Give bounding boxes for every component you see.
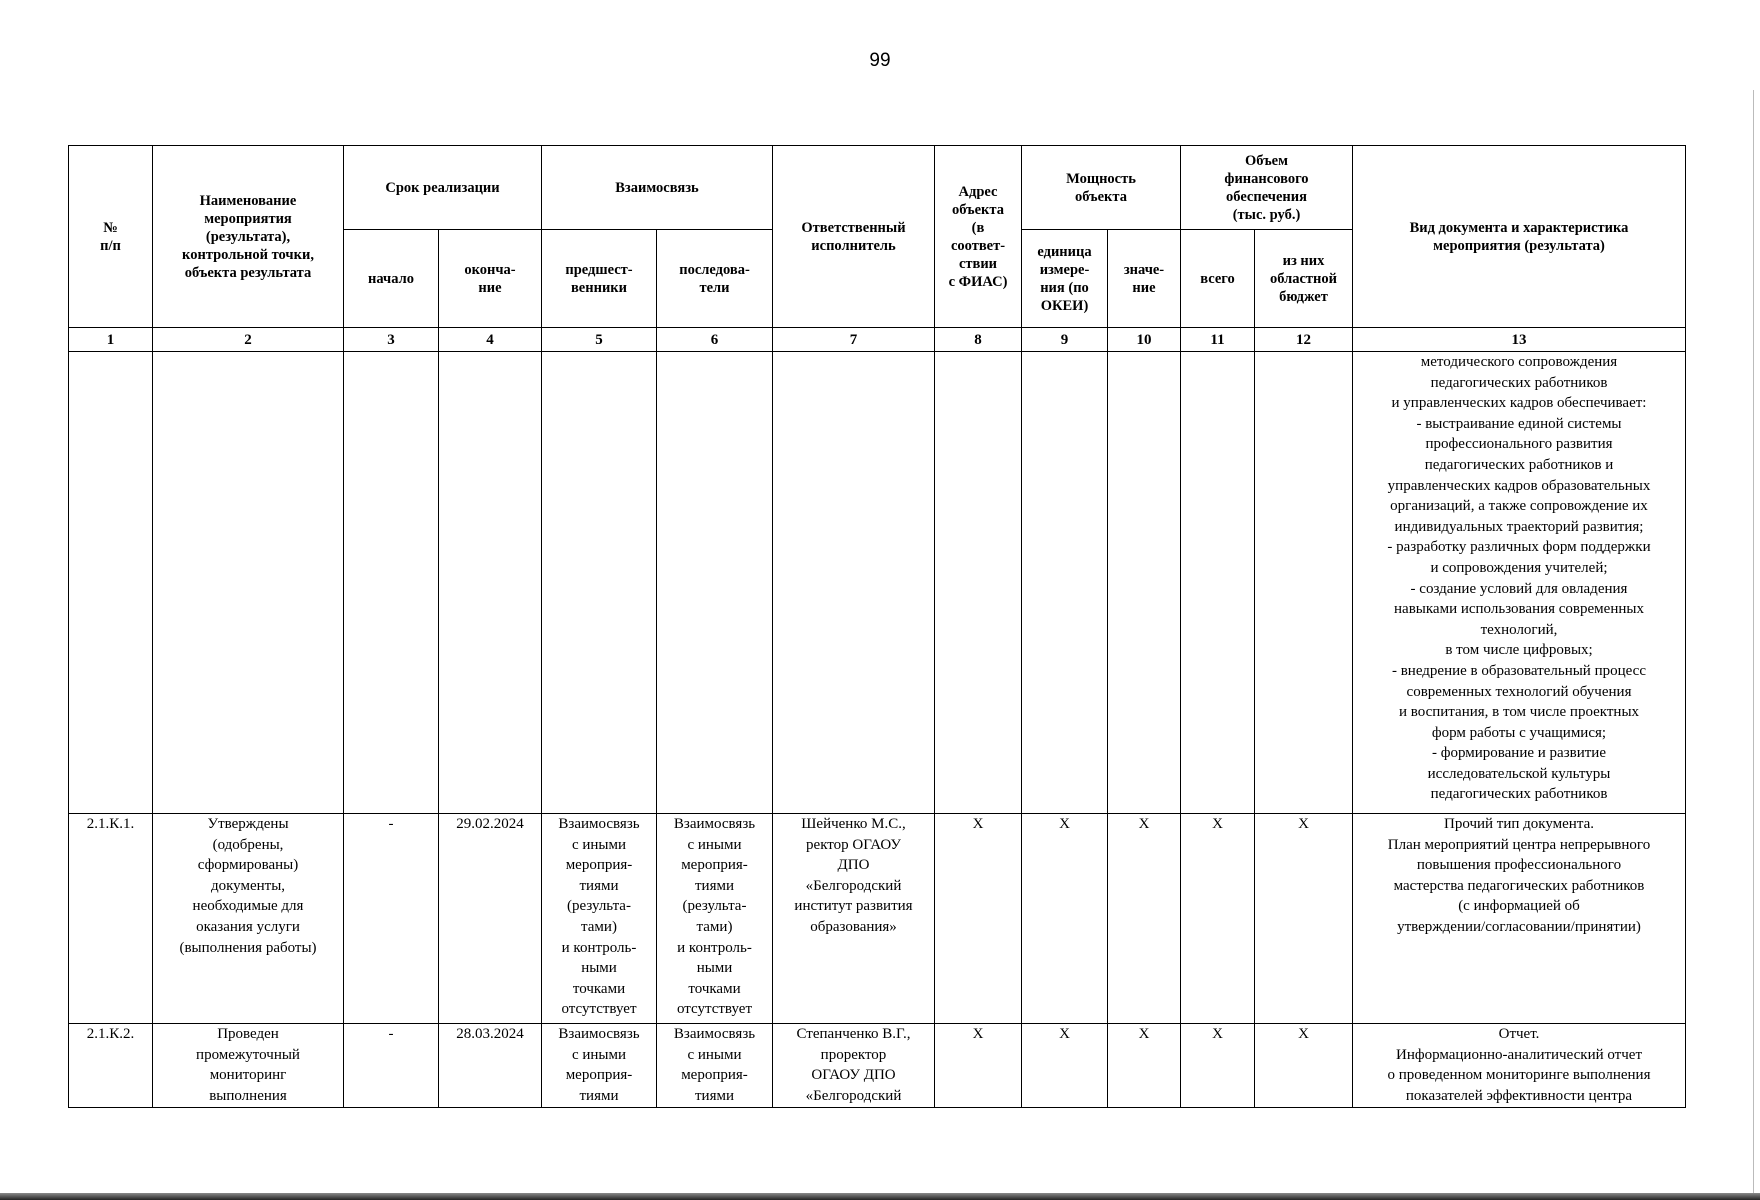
- row-regional: X: [1255, 814, 1353, 1024]
- empty-cell: [1022, 352, 1108, 814]
- activities-table: [68, 145, 1686, 1108]
- col-number: 10: [1108, 328, 1181, 352]
- continuation-row: [69, 352, 1686, 814]
- col-number: 8: [935, 328, 1022, 352]
- row-name: Утверждены (одобрены, сформированы) документы, необходимые для оказания услуги (выполнения работы): [153, 814, 344, 1024]
- header-name: Наименование мероприятия (результата), контрольной точки, объекта результата: [153, 146, 344, 328]
- header-group-srok: Срок реализации: [344, 146, 542, 230]
- row-value: X: [1108, 814, 1181, 1024]
- table-row: [69, 814, 1686, 1024]
- row-name: Проведен промежуточный мониторинг выполнения: [153, 1024, 344, 1108]
- row-responsible: Шейченко М.С., ректор ОГАОУ ДПО «Белгородский институт развития образования»: [773, 814, 935, 1024]
- row-successors: Взаимосвязь с иными мероприя- тиями (результа- тами) и контроль- ными точками отсутствует: [657, 814, 773, 1024]
- col-number: 7: [773, 328, 935, 352]
- row-unit: X: [1022, 1024, 1108, 1108]
- empty-cell: [153, 352, 344, 814]
- row-address: X: [935, 814, 1022, 1024]
- empty-cell: [773, 352, 935, 814]
- row-regional: X: [1255, 1024, 1353, 1108]
- scan-margin-line: [1753, 90, 1754, 1200]
- col-number: 13: [1353, 328, 1686, 352]
- col-number: 11: [1181, 328, 1255, 352]
- continuation-doc-text: методического сопровождения педагогических работников и управленческих кадров обеспечивает: - выстраивание единой системы профессионального развития педагогических работников и управленческих кадров образовательных организаций, а также сопровождение их индивидуальных траекторий развития; - разработку различных форм поддержки и сопровождения учителей; - создание условий для овладения навыками использования современных технологий, в том числе цифровых; - внедрение в образовательный процесс современных технологий обучения и воспитания, в том числе проектных форм работы с учащимися; - формирование и развитие исследовательской культуры педагогических работников: [1353, 352, 1686, 814]
- header-responsible: Ответственный исполнитель: [773, 146, 935, 328]
- header-unit: единица измере- ния (по ОКЕИ): [1022, 230, 1108, 328]
- row-number: 2.1.К.1.: [69, 814, 153, 1024]
- empty-cell: [542, 352, 657, 814]
- empty-cell: [69, 352, 153, 814]
- row-address: X: [935, 1024, 1022, 1108]
- header-predecessors: предшест- венники: [542, 230, 657, 328]
- header-start: начало: [344, 230, 439, 328]
- header-doc-type: Вид документа и характеристика мероприятия (результата): [1353, 146, 1686, 328]
- col-number: 4: [439, 328, 542, 352]
- row-end: 29.02.2024: [439, 814, 542, 1024]
- col-number: 3: [344, 328, 439, 352]
- header-successors: последова- тели: [657, 230, 773, 328]
- row-unit: X: [1022, 814, 1108, 1024]
- col-number: 2: [153, 328, 344, 352]
- header-group-moshchnost: Мощность объекта: [1022, 146, 1181, 230]
- col-number: 6: [657, 328, 773, 352]
- row-total: X: [1181, 814, 1255, 1024]
- empty-cell: [1181, 352, 1255, 814]
- row-start: -: [344, 1024, 439, 1108]
- header-value: значе- ние: [1108, 230, 1181, 328]
- header-num: № п/п: [69, 146, 153, 328]
- header-address: Адрес объекта (в соответ- ствии с ФИАС): [935, 146, 1022, 328]
- row-doc: Отчет. Информационно-аналитический отчет о проведенном мониторинге выполнения показателей эффективности центра: [1353, 1024, 1686, 1108]
- row-doc: Прочий тип документа. План мероприятий центра непрерывного повышения профессионального мастерства педагогических работников (с информацией об утверждении/согласовании/принятии): [1353, 814, 1686, 1024]
- col-number: 1: [69, 328, 153, 352]
- empty-cell: [439, 352, 542, 814]
- header-group-vzaimosvyaz: Взаимосвязь: [542, 146, 773, 230]
- header-regional: из них областной бюджет: [1255, 230, 1353, 328]
- header-group-finance: Объем финансового обеспечения (тыс. руб.): [1181, 146, 1353, 230]
- row-predecessors: Взаимосвязь с иными мероприя- тиями (результа- тами) и контроль- ными точками отсутствует: [542, 814, 657, 1024]
- page-number: 99: [869, 50, 891, 71]
- col-number: 5: [542, 328, 657, 352]
- scan-bottom-edge: [0, 1193, 1760, 1200]
- table-row: [69, 1024, 1686, 1108]
- empty-cell: [1255, 352, 1353, 814]
- row-number: 2.1.К.2.: [69, 1024, 153, 1108]
- row-predecessors: Взаимосвязь с иными мероприя- тиями: [542, 1024, 657, 1108]
- empty-cell: [1108, 352, 1181, 814]
- col-number: 9: [1022, 328, 1108, 352]
- row-end: 28.03.2024: [439, 1024, 542, 1108]
- row-start: -: [344, 814, 439, 1024]
- row-successors: Взаимосвязь с иными мероприя- тиями: [657, 1024, 773, 1108]
- empty-cell: [344, 352, 439, 814]
- numbering-row: [69, 328, 1686, 352]
- row-total: X: [1181, 1024, 1255, 1108]
- header-row-top: [69, 146, 1686, 230]
- header-total: всего: [1181, 230, 1255, 328]
- col-number: 12: [1255, 328, 1353, 352]
- empty-cell: [935, 352, 1022, 814]
- header-end: оконча- ние: [439, 230, 542, 328]
- empty-cell: [657, 352, 773, 814]
- row-responsible: Степанченко В.Г., проректор ОГАОУ ДПО «Белгородский: [773, 1024, 935, 1108]
- row-value: X: [1108, 1024, 1181, 1108]
